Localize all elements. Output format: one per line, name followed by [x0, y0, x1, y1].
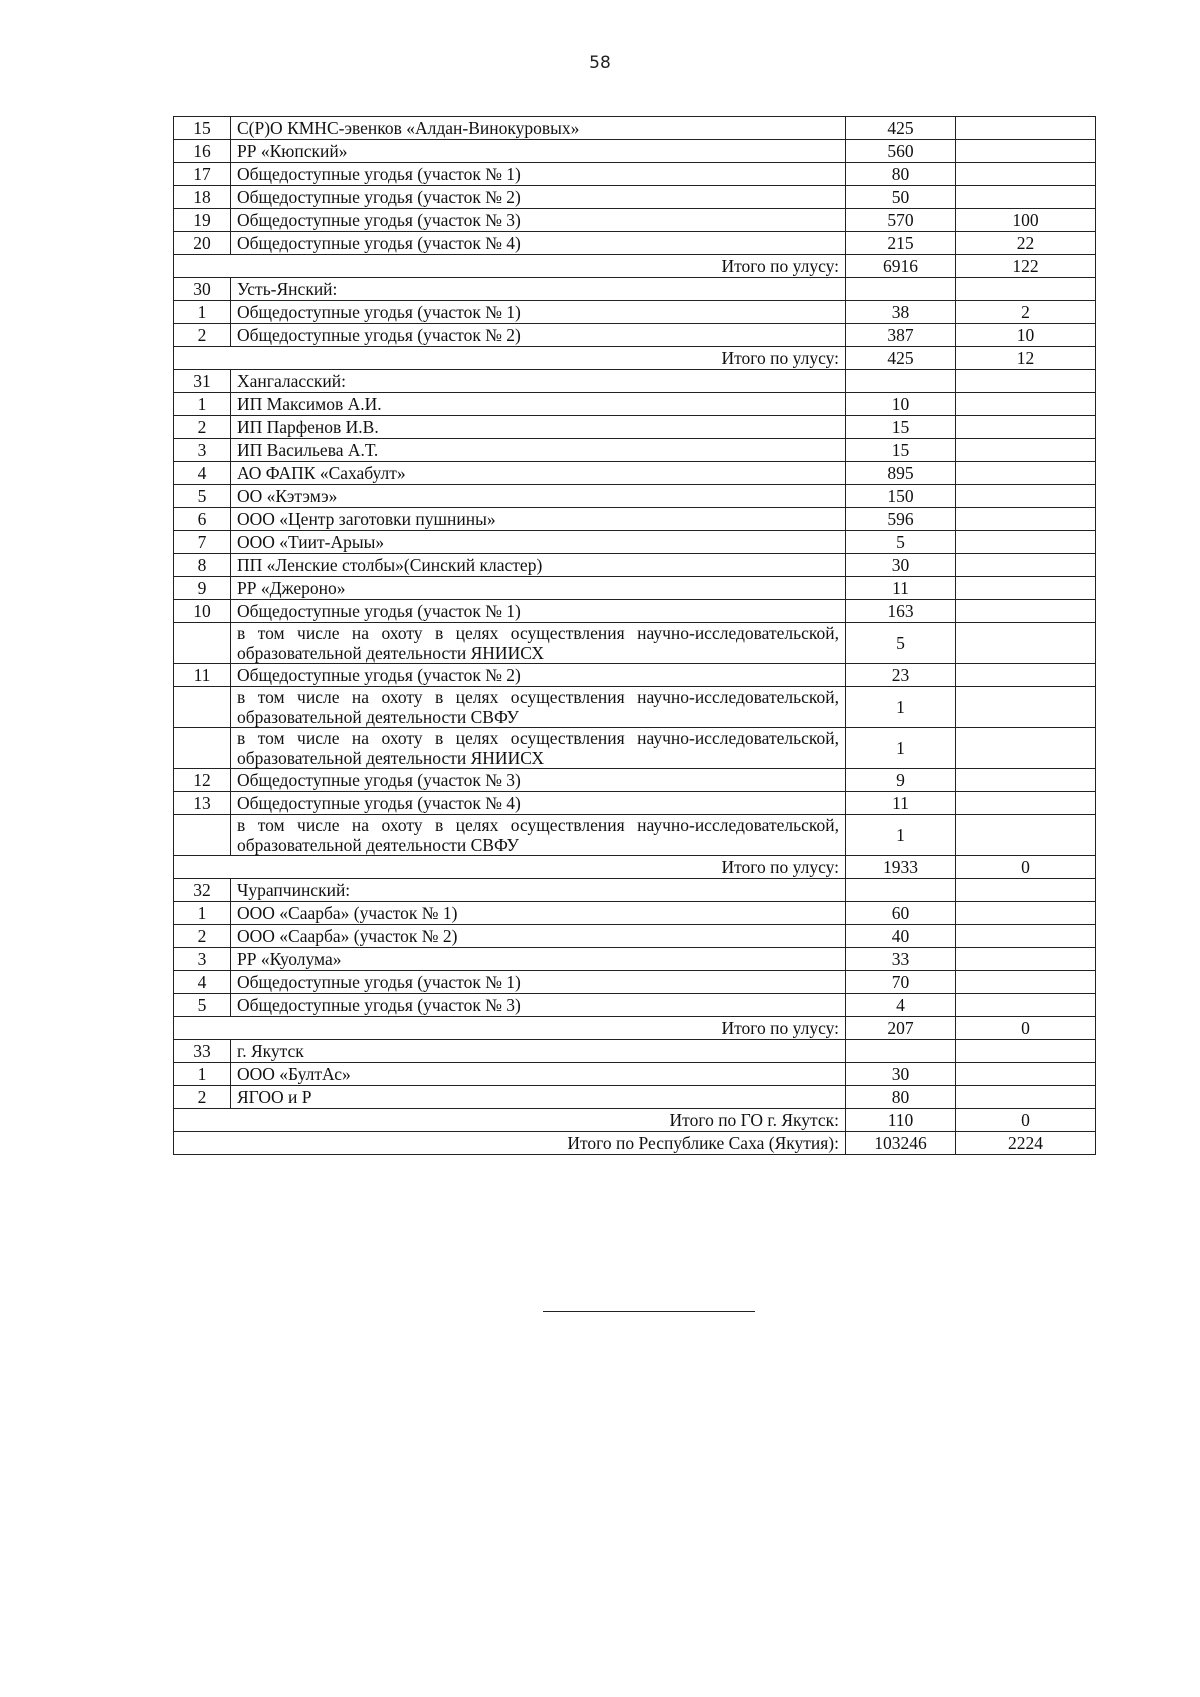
table-row [174, 531, 1096, 554]
subtotal-row [174, 1132, 1096, 1155]
row-name: ИП Васильева А.Т. [231, 439, 846, 462]
value-count: 425 [846, 347, 956, 370]
value-extra [956, 370, 1096, 393]
value-count: 80 [846, 1086, 956, 1109]
row-name: ООО «Центр заготовки пушнины» [231, 508, 846, 531]
table-row [174, 232, 1096, 255]
table-row [174, 925, 1096, 948]
row-name: Общедоступные угодья (участок № 2) [231, 186, 846, 209]
row-number: 13 [174, 792, 231, 815]
row-name: Общедоступные угодья (участок № 3) [231, 769, 846, 792]
table-row [174, 600, 1096, 623]
row-number: 4 [174, 462, 231, 485]
value-count: 5 [846, 531, 956, 554]
row-name: ООО «Тиит-Арыы» [231, 531, 846, 554]
row-name: Общедоступные угодья (участок № 2) [231, 664, 846, 687]
value-count [846, 370, 956, 393]
note-row [174, 623, 1096, 664]
value-count: 6916 [846, 255, 956, 278]
value-extra [956, 971, 1096, 994]
page-number: 58 [589, 53, 611, 73]
value-count: 207 [846, 1017, 956, 1040]
table-row [174, 370, 1096, 393]
value-count: 1 [846, 687, 956, 728]
value-extra [956, 416, 1096, 439]
row-number: 33 [174, 1040, 231, 1063]
table-row [174, 416, 1096, 439]
row-number: 6 [174, 508, 231, 531]
table-row [174, 186, 1096, 209]
row-number: 12 [174, 769, 231, 792]
value-extra: 2 [956, 301, 1096, 324]
value-count [846, 879, 956, 902]
table-row [174, 439, 1096, 462]
row-name: РР «Куолума» [231, 948, 846, 971]
value-extra: 0 [956, 1017, 1096, 1040]
row-number: 15 [174, 117, 231, 140]
value-extra [956, 769, 1096, 792]
subtotal-label: Итого по улусу: [174, 1017, 846, 1040]
row-number: 7 [174, 531, 231, 554]
row-number: 17 [174, 163, 231, 186]
row-name: Общедоступные угодья (участок № 4) [231, 792, 846, 815]
value-count: 33 [846, 948, 956, 971]
value-count: 38 [846, 301, 956, 324]
row-number: 20 [174, 232, 231, 255]
value-count: 596 [846, 508, 956, 531]
table-row [174, 902, 1096, 925]
row-number: 3 [174, 439, 231, 462]
value-count: 15 [846, 416, 956, 439]
value-extra: 10 [956, 324, 1096, 347]
value-count: 895 [846, 462, 956, 485]
value-count: 15 [846, 439, 956, 462]
value-extra [956, 687, 1096, 728]
table-row [174, 324, 1096, 347]
value-count: 11 [846, 792, 956, 815]
row-name: ЯГОО и Р [231, 1086, 846, 1109]
value-extra [956, 902, 1096, 925]
note-row [174, 728, 1096, 769]
subtotal-label: Итого по улусу: [174, 255, 846, 278]
value-extra [956, 623, 1096, 664]
value-extra [956, 925, 1096, 948]
row-number: 1 [174, 1063, 231, 1086]
value-extra [956, 140, 1096, 163]
table-row [174, 971, 1096, 994]
table-row [174, 554, 1096, 577]
quota-table [173, 116, 1096, 1155]
row-number [174, 623, 231, 664]
value-count: 425 [846, 117, 956, 140]
row-name: Общедоступные угодья (участок № 3) [231, 209, 846, 232]
table-row [174, 508, 1096, 531]
subtotal-label: Итого по ГО г. Якутск: [174, 1109, 846, 1132]
row-name: ООО «Саарба» (участок № 2) [231, 925, 846, 948]
value-count: 50 [846, 186, 956, 209]
table-row [174, 994, 1096, 1017]
value-extra [956, 117, 1096, 140]
row-name: в том числе на охоту в целях осуществления научно-исследовательской, образовательной деятельности ЯНИИСХ [231, 623, 846, 664]
value-count: 40 [846, 925, 956, 948]
value-extra [956, 600, 1096, 623]
table-row [174, 140, 1096, 163]
value-extra [956, 994, 1096, 1017]
value-extra [956, 462, 1096, 485]
subtotal-row [174, 1017, 1096, 1040]
row-number: 1 [174, 393, 231, 416]
table-row [174, 577, 1096, 600]
value-count: 570 [846, 209, 956, 232]
row-name: Общедоступные угодья (участок № 1) [231, 971, 846, 994]
value-count: 30 [846, 1063, 956, 1086]
value-extra [956, 664, 1096, 687]
row-number: 10 [174, 600, 231, 623]
value-count: 163 [846, 600, 956, 623]
row-number: 2 [174, 416, 231, 439]
row-name: Общедоступные угодья (участок № 3) [231, 994, 846, 1017]
value-count: 80 [846, 163, 956, 186]
note-row [174, 687, 1096, 728]
row-name: ООО «БултАс» [231, 1063, 846, 1086]
row-number: 3 [174, 948, 231, 971]
row-number: 32 [174, 879, 231, 902]
table-row [174, 485, 1096, 508]
value-extra [956, 393, 1096, 416]
subtotal-label: Итого по улусу: [174, 347, 846, 370]
value-extra [956, 508, 1096, 531]
subtotal-row [174, 856, 1096, 879]
value-extra [956, 439, 1096, 462]
table-row [174, 117, 1096, 140]
row-name: г. Якутск [231, 1040, 846, 1063]
value-extra [956, 485, 1096, 508]
value-count [846, 1040, 956, 1063]
value-count: 60 [846, 902, 956, 925]
value-count: 5 [846, 623, 956, 664]
value-extra [956, 278, 1096, 301]
table-row [174, 301, 1096, 324]
value-extra: 122 [956, 255, 1096, 278]
row-name: Общедоступные угодья (участок № 1) [231, 600, 846, 623]
value-extra [956, 186, 1096, 209]
value-extra [956, 577, 1096, 600]
value-count: 110 [846, 1109, 956, 1132]
value-count: 1933 [846, 856, 956, 879]
table-row [174, 879, 1096, 902]
row-number: 2 [174, 324, 231, 347]
table-row [174, 278, 1096, 301]
value-count: 70 [846, 971, 956, 994]
row-number [174, 728, 231, 769]
row-number: 18 [174, 186, 231, 209]
row-number: 8 [174, 554, 231, 577]
value-count: 560 [846, 140, 956, 163]
row-name: РР «Кюпский» [231, 140, 846, 163]
row-name: Хангаласский: [231, 370, 846, 393]
row-number: 19 [174, 209, 231, 232]
row-number: 9 [174, 577, 231, 600]
row-number: 1 [174, 902, 231, 925]
row-name: С(Р)О КМНС-эвенков «Алдан-Винокуровых» [231, 117, 846, 140]
subtotal-row [174, 255, 1096, 278]
value-count: 1 [846, 728, 956, 769]
table-row [174, 769, 1096, 792]
table-row [174, 1040, 1096, 1063]
table-row [174, 948, 1096, 971]
subtotal-label: Итого по Республике Саха (Якутия): [174, 1132, 846, 1155]
row-number: 11 [174, 664, 231, 687]
value-count: 11 [846, 577, 956, 600]
value-extra [956, 1063, 1096, 1086]
value-extra [956, 554, 1096, 577]
value-extra: 12 [956, 347, 1096, 370]
row-number: 2 [174, 1086, 231, 1109]
value-extra: 100 [956, 209, 1096, 232]
value-extra [956, 948, 1096, 971]
row-name: ИП Парфенов И.В. [231, 416, 846, 439]
row-name: в том числе на охоту в целях осуществления научно-исследовательской, образовательной деятельности ЯНИИСХ [231, 728, 846, 769]
row-number: 2 [174, 925, 231, 948]
table-row [174, 1086, 1096, 1109]
note-row [174, 815, 1096, 856]
row-name: ОО «Кэтэмэ» [231, 485, 846, 508]
table-row [174, 393, 1096, 416]
value-extra [956, 531, 1096, 554]
value-extra [956, 728, 1096, 769]
value-extra [956, 792, 1096, 815]
row-name: Общедоступные угодья (участок № 4) [231, 232, 846, 255]
row-number [174, 687, 231, 728]
row-name: Общедоступные угодья (участок № 1) [231, 301, 846, 324]
table-row [174, 792, 1096, 815]
value-extra [956, 1086, 1096, 1109]
subtotal-row [174, 347, 1096, 370]
row-name: Общедоступные угодья (участок № 2) [231, 324, 846, 347]
value-count: 4 [846, 994, 956, 1017]
row-name: Общедоступные угодья (участок № 1) [231, 163, 846, 186]
row-name: ИП Максимов А.И. [231, 393, 846, 416]
row-number: 30 [174, 278, 231, 301]
value-extra [956, 1040, 1096, 1063]
value-count: 215 [846, 232, 956, 255]
value-extra: 0 [956, 856, 1096, 879]
row-number: 4 [174, 971, 231, 994]
row-number: 5 [174, 485, 231, 508]
value-count: 30 [846, 554, 956, 577]
table-row [174, 462, 1096, 485]
row-name: Чурапчинский: [231, 879, 846, 902]
value-count: 103246 [846, 1132, 956, 1155]
row-number: 31 [174, 370, 231, 393]
subtotal-label: Итого по улусу: [174, 856, 846, 879]
value-count: 1 [846, 815, 956, 856]
row-number [174, 815, 231, 856]
row-name: ПП «Ленские столбы»(Синский кластер) [231, 554, 846, 577]
value-extra: 22 [956, 232, 1096, 255]
table-row [174, 1063, 1096, 1086]
row-name: АО ФАПК «Сахабулт» [231, 462, 846, 485]
row-name: ООО «Саарба» (участок № 1) [231, 902, 846, 925]
value-extra [956, 815, 1096, 856]
row-name: в том числе на охоту в целях осуществления научно-исследовательской, образовательной деятельности СВФУ [231, 687, 846, 728]
value-count: 9 [846, 769, 956, 792]
value-extra: 2224 [956, 1132, 1096, 1155]
table-row [174, 209, 1096, 232]
value-count: 10 [846, 393, 956, 416]
value-count: 150 [846, 485, 956, 508]
row-number: 1 [174, 301, 231, 324]
row-name: в том числе на охоту в целях осуществления научно-исследовательской, образовательной деятельности СВФУ [231, 815, 846, 856]
end-of-table-rule [543, 1311, 755, 1312]
value-extra: 0 [956, 1109, 1096, 1132]
value-extra [956, 879, 1096, 902]
table-row [174, 664, 1096, 687]
subtotal-row [174, 1109, 1096, 1132]
value-count: 23 [846, 664, 956, 687]
value-extra [956, 163, 1096, 186]
row-name: РР «Джероно» [231, 577, 846, 600]
row-number: 16 [174, 140, 231, 163]
row-name: Усть-Янский: [231, 278, 846, 301]
value-count: 387 [846, 324, 956, 347]
row-number: 5 [174, 994, 231, 1017]
quota-table-body [174, 117, 1096, 1155]
value-count [846, 278, 956, 301]
table-row [174, 163, 1096, 186]
